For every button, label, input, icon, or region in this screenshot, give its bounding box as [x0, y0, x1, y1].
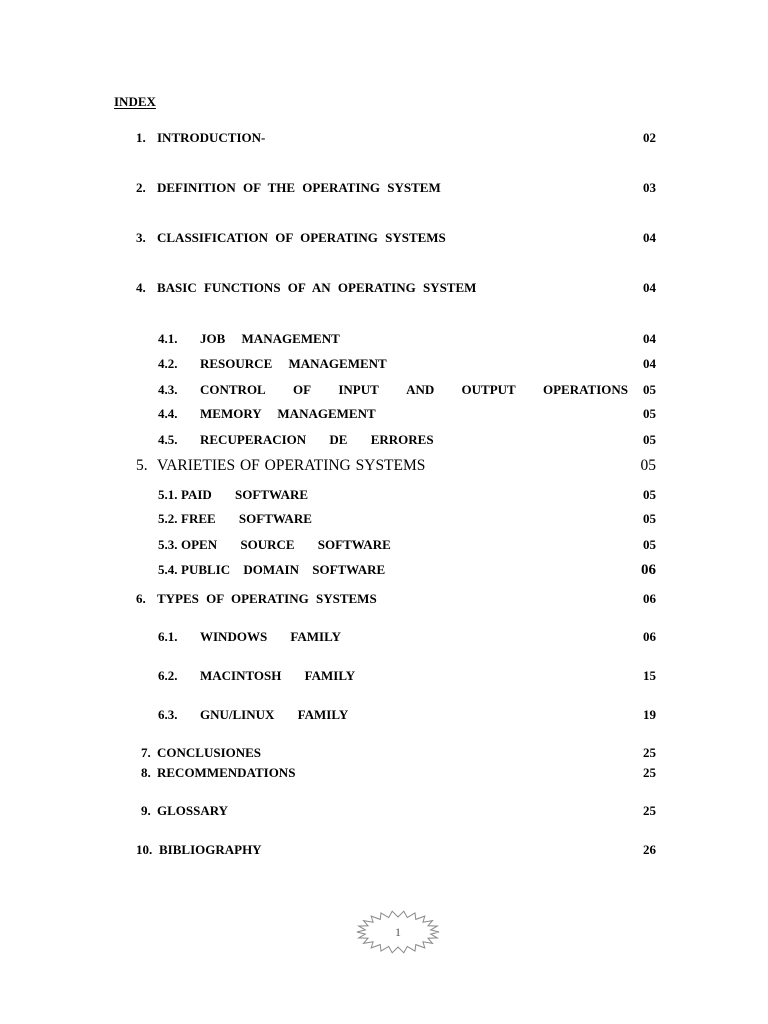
toc-entry-number: 5. [136, 457, 148, 474]
toc-subentry [0, 404, 768, 424]
toc-entry-label: MACINTOSH FAMILY [200, 668, 356, 683]
toc-entry-page: 25 [643, 803, 656, 818]
toc-entry-number: 5.3. [158, 537, 178, 552]
toc-entry-number: 1. [136, 130, 146, 145]
toc-entry-number: 4.5. [158, 432, 178, 447]
toc-subentry [0, 627, 768, 647]
toc-entry [0, 801, 768, 821]
toc-entry-number: 4.3. [158, 382, 178, 397]
toc-entry-label: CONTROL OF INPUT AND OUTPUT OPERATIONS [200, 382, 628, 397]
toc-entry-number: 5.4. [158, 562, 178, 577]
toc-entry-number: 4. [136, 280, 146, 295]
toc-subentry [0, 329, 768, 349]
toc-entry-page: 26 [643, 842, 656, 857]
toc-entry-label: RECUPERACION DE ERRORES [200, 432, 434, 447]
toc-entry-page: 05 [643, 432, 656, 447]
toc-entry [0, 589, 768, 609]
page-number-badge [356, 910, 440, 954]
toc-subentry [0, 666, 768, 686]
toc-subentry [0, 485, 768, 505]
toc-entry-label: PAID SOFTWARE [181, 487, 309, 502]
toc-entry-label: BIBLIOGRAPHY [159, 842, 262, 857]
toc-entry-label: OPEN SOURCE SOFTWARE [181, 537, 391, 552]
toc-entry-number: 9. [141, 803, 151, 818]
toc-entry-label: RESOURCE MANAGEMENT [200, 356, 387, 371]
toc-entry-number: 6.2. [158, 668, 178, 683]
toc-entry-label: RECOMMENDATIONS [157, 765, 296, 780]
toc-subentry [0, 380, 768, 400]
toc-entry-page: 25 [643, 745, 656, 760]
toc-entry-number: 7. [141, 745, 151, 760]
toc-entry-page: 25 [643, 765, 656, 780]
toc-entry-label: DEFINITION OF THE OPERATING SYSTEM [157, 180, 441, 195]
toc-entry-page: 05 [643, 537, 656, 552]
toc-entry-label: CONCLUSIONES [157, 745, 262, 760]
toc-entry-label: WINDOWS FAMILY [200, 629, 341, 644]
toc-entry-label: VARIETIES OF OPERATING SYSTEMS [157, 457, 426, 474]
toc-entry-label: CLASSIFICATION OF OPERATING SYSTEMS [157, 230, 446, 245]
toc-entry-label: PUBLIC DOMAIN SOFTWARE [181, 562, 386, 577]
toc-entry-page: 03 [643, 180, 656, 195]
toc-entry-page: 04 [643, 356, 656, 371]
toc-entry-page: 04 [643, 280, 656, 295]
toc-entry-label: FREE SOFTWARE [181, 511, 312, 526]
toc-entry-page: 06 [641, 562, 656, 578]
toc-entry-number: 10. [136, 842, 153, 857]
toc-entry-number: 4.1. [158, 331, 178, 346]
toc-entry-page: 15 [643, 668, 656, 683]
toc-entry-label: GLOSSARY [157, 803, 229, 818]
toc-entry-page: 04 [643, 331, 656, 346]
toc-entry-label: JOB MANAGEMENT [200, 331, 340, 346]
toc-entry [0, 456, 768, 476]
toc-entry-page: 06 [643, 591, 656, 606]
toc-entry-label: BASIC FUNCTIONS OF AN OPERATING SYSTEM [157, 280, 477, 295]
toc-entry-page: 19 [643, 707, 656, 722]
index-title: INDEX [114, 94, 156, 109]
toc-entry [0, 278, 768, 298]
toc-entry-number: 2. [136, 180, 146, 195]
toc-entry-page: 05 [643, 511, 656, 526]
page-number: 1 [395, 925, 401, 939]
toc-subentry [0, 705, 768, 725]
toc-subentry [0, 430, 768, 450]
toc-subentry [0, 354, 768, 374]
toc-entry-number: 5.1. [158, 487, 178, 502]
toc-entry-number: 5.2. [158, 511, 178, 526]
toc-entry-page: 02 [643, 130, 656, 145]
toc-entry-number: 4.2. [158, 356, 178, 371]
toc-entry-page: 05 [640, 457, 656, 474]
toc-entry [0, 840, 768, 860]
toc-entry-label: GNU/LINUX FAMILY [200, 707, 349, 722]
toc-entry-number: 4.4. [158, 406, 178, 421]
toc-entry-number: 6.1. [158, 629, 178, 644]
toc-entry [0, 763, 768, 783]
toc-entry-label: TYPES OF OPERATING SYSTEMS [157, 591, 377, 606]
toc-subentry [0, 560, 768, 580]
toc-entry [0, 128, 768, 148]
toc-entry-page: 05 [643, 487, 656, 502]
toc-entry [0, 178, 768, 198]
toc-entry [0, 228, 768, 248]
toc-entry-number: 8. [141, 765, 151, 780]
toc-entry-number: 6. [136, 591, 146, 606]
toc-entry [0, 743, 768, 763]
toc-entry-page: 06 [643, 629, 656, 644]
toc-entry-number: 3. [136, 230, 146, 245]
toc-entry-number: 6.3. [158, 707, 178, 722]
toc-entry-label: INTRODUCTION- [157, 130, 266, 145]
toc-entry-label: MEMORY MANAGEMENT [200, 406, 376, 421]
toc-entry-page: 05 [643, 406, 656, 421]
toc-subentry [0, 535, 768, 555]
toc-subentry [0, 509, 768, 529]
toc-entry-page: 05 [643, 382, 656, 397]
toc-entry-page: 04 [643, 230, 656, 245]
